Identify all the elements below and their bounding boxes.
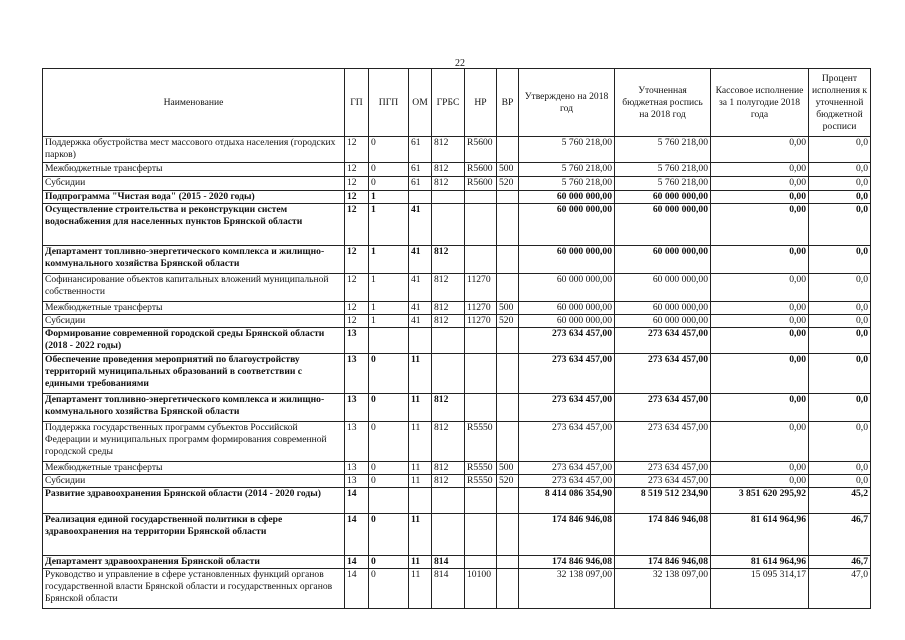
cell-grbs: 812 — [432, 422, 465, 462]
cell-refined: 5 760 218,00 — [615, 163, 711, 177]
cell-cash: 0,00 — [711, 328, 809, 354]
cell-om: 61 — [409, 177, 432, 191]
cell-om: 11 — [409, 556, 432, 569]
cell-refined: 273 634 457,00 — [615, 422, 711, 462]
cell-np — [465, 246, 497, 274]
cell-grbs: 814 — [432, 556, 465, 569]
cell-pgp: 0 — [369, 177, 409, 191]
cell-name: Руководство и управление в сфере установленных функций органов государственной власти Брянской области и государственных органов Брянской области — [43, 569, 345, 609]
cell-np — [465, 328, 497, 354]
cell-approved: 60 000 000,00 — [519, 274, 615, 302]
cell-om: 11 — [409, 514, 432, 556]
cell-grbs: 812 — [432, 274, 465, 302]
cell-name: Обеспечение проведения мероприятий по благоустройству территорий муниципальных образований в соответствии с едиными требованиями — [43, 354, 345, 394]
cell-refined: 60 000 000,00 — [615, 274, 711, 302]
cell-vr — [497, 556, 519, 569]
cell-name: Межбюджетные трансферты — [43, 462, 345, 475]
cell-gp: 14 — [345, 556, 369, 569]
table-row — [43, 137, 871, 163]
cell-name: Поддержка государственных программ субъектов Российской Федерации и муниципальных программ формирования современной городской среды — [43, 422, 345, 462]
cell-cash: 81 614 964,96 — [711, 556, 809, 569]
cell-pgp: 1 — [369, 274, 409, 302]
cell-om — [409, 328, 432, 354]
table-row — [43, 569, 871, 609]
cell-np: R5600 — [465, 177, 497, 191]
table-row — [43, 394, 871, 422]
cell-gp: 13 — [345, 462, 369, 475]
cell-cash: 0,00 — [711, 163, 809, 177]
cell-percent: 45,2 — [809, 488, 871, 514]
cell-grbs: 812 — [432, 177, 465, 191]
cell-approved: 8 414 086 354,90 — [519, 488, 615, 514]
cell-pgp: 1 — [369, 204, 409, 246]
cell-name: Субсидии — [43, 315, 345, 328]
budget-execution-table — [42, 68, 871, 609]
cell-pgp: 1 — [369, 246, 409, 274]
cell-vr — [497, 569, 519, 609]
cell-om: 11 — [409, 569, 432, 609]
cell-name: Формирование современной городской среды Брянской области (2018 - 2022 годы) — [43, 328, 345, 354]
cell-om — [409, 191, 432, 204]
cell-vr — [497, 422, 519, 462]
cell-approved: 273 634 457,00 — [519, 475, 615, 488]
cell-vr: 520 — [497, 475, 519, 488]
cell-name: Субсидии — [43, 177, 345, 191]
cell-grbs — [432, 514, 465, 556]
cell-percent: 0,0 — [809, 302, 871, 315]
table-row — [43, 514, 871, 556]
cell-gp: 14 — [345, 569, 369, 609]
cell-grbs: 812 — [432, 302, 465, 315]
cell-gp: 12 — [345, 302, 369, 315]
cell-refined: 60 000 000,00 — [615, 302, 711, 315]
table-body — [43, 137, 871, 609]
cell-vr — [497, 137, 519, 163]
header-om: ОМ — [409, 69, 432, 137]
cell-gp: 14 — [345, 488, 369, 514]
cell-vr — [497, 328, 519, 354]
cell-percent: 0,0 — [809, 394, 871, 422]
cell-percent: 46,7 — [809, 556, 871, 569]
cell-om: 11 — [409, 394, 432, 422]
cell-om: 41 — [409, 315, 432, 328]
cell-approved: 60 000 000,00 — [519, 191, 615, 204]
cell-cash: 0,00 — [711, 246, 809, 274]
cell-pgp: 0 — [369, 514, 409, 556]
cell-refined: 60 000 000,00 — [615, 315, 711, 328]
cell-approved: 273 634 457,00 — [519, 462, 615, 475]
header-refined: Уточненная бюджетная роспись на 2018 год — [615, 69, 711, 137]
cell-refined: 273 634 457,00 — [615, 354, 711, 394]
cell-gp: 13 — [345, 394, 369, 422]
table-row — [43, 246, 871, 274]
cell-gp: 13 — [345, 328, 369, 354]
cell-om: 41 — [409, 274, 432, 302]
cell-refined: 8 519 512 234,90 — [615, 488, 711, 514]
cell-pgp: 0 — [369, 556, 409, 569]
cell-gp: 12 — [345, 315, 369, 328]
cell-percent: 0,0 — [809, 328, 871, 354]
cell-percent: 0,0 — [809, 274, 871, 302]
cell-approved: 32 138 097,00 — [519, 569, 615, 609]
cell-om: 41 — [409, 204, 432, 246]
cell-cash: 0,00 — [711, 354, 809, 394]
cell-om: 11 — [409, 475, 432, 488]
cell-name: Подпрограмма "Чистая вода" (2015 - 2020 годы) — [43, 191, 345, 204]
cell-gp: 13 — [345, 422, 369, 462]
cell-percent: 47,0 — [809, 569, 871, 609]
cell-gp: 12 — [345, 246, 369, 274]
cell-cash: 0,00 — [711, 422, 809, 462]
cell-np — [465, 394, 497, 422]
cell-np — [465, 488, 497, 514]
cell-om: 41 — [409, 302, 432, 315]
cell-pgp: 0 — [369, 462, 409, 475]
cell-vr: 520 — [497, 177, 519, 191]
cell-percent: 0,0 — [809, 246, 871, 274]
cell-refined: 273 634 457,00 — [615, 394, 711, 422]
cell-percent: 0,0 — [809, 137, 871, 163]
cell-approved: 60 000 000,00 — [519, 315, 615, 328]
page-number: 22 — [455, 58, 465, 69]
cell-np — [465, 354, 497, 394]
cell-percent: 0,0 — [809, 354, 871, 394]
table-row — [43, 191, 871, 204]
header-np: НР — [465, 69, 497, 137]
cell-om: 11 — [409, 462, 432, 475]
cell-np: 10100 — [465, 569, 497, 609]
cell-approved: 174 846 946,08 — [519, 514, 615, 556]
cell-percent: 0,0 — [809, 204, 871, 246]
cell-refined: 5 760 218,00 — [615, 137, 711, 163]
cell-refined: 174 846 946,08 — [615, 556, 711, 569]
cell-percent: 0,0 — [809, 462, 871, 475]
cell-pgp: 0 — [369, 475, 409, 488]
header-vr: ВР — [497, 69, 519, 137]
cell-pgp: 0 — [369, 422, 409, 462]
table-row — [43, 354, 871, 394]
cell-approved: 273 634 457,00 — [519, 394, 615, 422]
cell-refined: 273 634 457,00 — [615, 462, 711, 475]
cell-percent: 0,0 — [809, 422, 871, 462]
cell-cash: 0,00 — [711, 191, 809, 204]
cell-name: Межбюджетные трансферты — [43, 163, 345, 177]
table-row — [43, 177, 871, 191]
header-gp: ГП — [345, 69, 369, 137]
cell-refined: 60 000 000,00 — [615, 204, 711, 246]
cell-om: 61 — [409, 163, 432, 177]
cell-cash: 0,00 — [711, 462, 809, 475]
cell-refined: 32 138 097,00 — [615, 569, 711, 609]
cell-cash: 0,00 — [711, 475, 809, 488]
table-row — [43, 556, 871, 569]
cell-pgp — [369, 488, 409, 514]
cell-approved: 273 634 457,00 — [519, 354, 615, 394]
cell-np: 11270 — [465, 274, 497, 302]
cell-refined: 60 000 000,00 — [615, 246, 711, 274]
cell-approved: 60 000 000,00 — [519, 204, 615, 246]
cell-vr: 500 — [497, 163, 519, 177]
cell-gp: 13 — [345, 475, 369, 488]
cell-pgp: 1 — [369, 315, 409, 328]
cell-approved: 5 760 218,00 — [519, 137, 615, 163]
cell-name: Осуществление строительства и реконструкции систем водоснабжения для населенных пунктов Брянской области — [43, 204, 345, 246]
cell-gp: 12 — [345, 163, 369, 177]
cell-name: Поддержка обустройства мест массового отдыха населения (городских парков) — [43, 137, 345, 163]
cell-name: Софинансирование объектов капитальных вложений муниципальной собственности — [43, 274, 345, 302]
cell-approved: 5 760 218,00 — [519, 177, 615, 191]
cell-np — [465, 191, 497, 204]
cell-name: Департамент топливно-энергетического комплекса и жилищно-коммунального хозяйства Брянской области — [43, 246, 345, 274]
cell-grbs — [432, 328, 465, 354]
cell-name: Субсидии — [43, 475, 345, 488]
cell-vr — [497, 354, 519, 394]
cell-vr — [497, 488, 519, 514]
cell-approved: 273 634 457,00 — [519, 328, 615, 354]
cell-name: Департамент топливно-энергетического комплекса и жилищно-коммунального хозяйства Брянской области — [43, 394, 345, 422]
header-approved: Утверждено на 2018 год — [519, 69, 615, 137]
cell-pgp: 1 — [369, 302, 409, 315]
cell-cash: 0,00 — [711, 177, 809, 191]
cell-gp: 12 — [345, 137, 369, 163]
cell-vr — [497, 191, 519, 204]
cell-np: R5550 — [465, 462, 497, 475]
cell-grbs: 812 — [432, 475, 465, 488]
table-row — [43, 302, 871, 315]
cell-np: 11270 — [465, 302, 497, 315]
cell-cash: 0,00 — [711, 302, 809, 315]
header-percent: Процент исполнения к уточненной бюджетной росписи — [809, 69, 871, 137]
table-row — [43, 274, 871, 302]
cell-grbs — [432, 488, 465, 514]
table-row — [43, 163, 871, 177]
cell-vr — [497, 514, 519, 556]
cell-vr: 500 — [497, 462, 519, 475]
table-row — [43, 204, 871, 246]
cell-grbs: 812 — [432, 315, 465, 328]
cell-percent: 0,0 — [809, 475, 871, 488]
cell-vr — [497, 246, 519, 274]
cell-pgp: 0 — [369, 354, 409, 394]
cell-name: Межбюджетные трансферты — [43, 302, 345, 315]
cell-percent: 46,7 — [809, 514, 871, 556]
cell-cash: 0,00 — [711, 204, 809, 246]
cell-om: 11 — [409, 354, 432, 394]
cell-om — [409, 488, 432, 514]
cell-vr: 500 — [497, 302, 519, 315]
header-row — [43, 69, 871, 137]
cell-refined: 60 000 000,00 — [615, 191, 711, 204]
cell-grbs — [432, 204, 465, 246]
cell-cash: 0,00 — [711, 315, 809, 328]
table-row — [43, 462, 871, 475]
cell-refined: 174 846 946,08 — [615, 514, 711, 556]
cell-cash: 0,00 — [711, 394, 809, 422]
cell-percent: 0,0 — [809, 191, 871, 204]
cell-grbs: 812 — [432, 394, 465, 422]
cell-om: 11 — [409, 422, 432, 462]
header-ppgp: ПГП — [369, 69, 409, 137]
cell-cash: 0,00 — [711, 274, 809, 302]
table-row — [43, 488, 871, 514]
cell-refined: 273 634 457,00 — [615, 475, 711, 488]
cell-gp: 12 — [345, 274, 369, 302]
cell-approved: 174 846 946,08 — [519, 556, 615, 569]
cell-gp: 13 — [345, 354, 369, 394]
cell-grbs: 812 — [432, 137, 465, 163]
table-row — [43, 315, 871, 328]
cell-approved: 273 634 457,00 — [519, 422, 615, 462]
cell-grbs: 812 — [432, 462, 465, 475]
cell-np — [465, 514, 497, 556]
cell-grbs: 812 — [432, 163, 465, 177]
cell-grbs — [432, 354, 465, 394]
cell-vr: 520 — [497, 315, 519, 328]
cell-np: 11270 — [465, 315, 497, 328]
cell-om: 41 — [409, 246, 432, 274]
cell-grbs: 812 — [432, 246, 465, 274]
header-name: Наименование — [43, 69, 345, 137]
cell-grbs — [432, 191, 465, 204]
cell-cash: 81 614 964,96 — [711, 514, 809, 556]
cell-refined: 273 634 457,00 — [615, 328, 711, 354]
cell-vr — [497, 204, 519, 246]
cell-vr — [497, 394, 519, 422]
cell-np — [465, 556, 497, 569]
cell-np: R5550 — [465, 422, 497, 462]
cell-gp: 14 — [345, 514, 369, 556]
cell-np: R5550 — [465, 475, 497, 488]
cell-percent: 0,0 — [809, 177, 871, 191]
cell-pgp: 0 — [369, 569, 409, 609]
table-row — [43, 422, 871, 462]
table-row — [43, 475, 871, 488]
cell-approved: 60 000 000,00 — [519, 302, 615, 315]
cell-pgp: 0 — [369, 394, 409, 422]
header-cash: Кассовое исполнение за 1 полугодие 2018 года — [711, 69, 809, 137]
cell-approved: 60 000 000,00 — [519, 246, 615, 274]
cell-percent: 0,0 — [809, 163, 871, 177]
cell-np: R5600 — [465, 137, 497, 163]
cell-cash: 0,00 — [711, 137, 809, 163]
cell-np — [465, 204, 497, 246]
header-grbs: ГРБС — [432, 69, 465, 137]
cell-percent: 0,0 — [809, 315, 871, 328]
cell-name: Развитие здравоохранения Брянской области (2014 - 2020 годы) — [43, 488, 345, 514]
cell-refined: 5 760 218,00 — [615, 177, 711, 191]
cell-pgp: 1 — [369, 191, 409, 204]
cell-cash: 3 851 620 295,92 — [711, 488, 809, 514]
cell-vr — [497, 274, 519, 302]
cell-grbs: 814 — [432, 569, 465, 609]
table-row — [43, 328, 871, 354]
cell-cash: 15 095 314,17 — [711, 569, 809, 609]
cell-gp: 12 — [345, 177, 369, 191]
cell-np: R5600 — [465, 163, 497, 177]
cell-pgp: 0 — [369, 163, 409, 177]
cell-pgp: 0 — [369, 137, 409, 163]
cell-name: Реализация единой государственной политики в сфере здравоохранения на территории Брянской области — [43, 514, 345, 556]
cell-om: 61 — [409, 137, 432, 163]
cell-gp: 12 — [345, 191, 369, 204]
cell-pgp — [369, 328, 409, 354]
cell-gp: 12 — [345, 204, 369, 246]
cell-approved: 5 760 218,00 — [519, 163, 615, 177]
cell-name: Департамент здравоохранения Брянской области — [43, 556, 345, 569]
